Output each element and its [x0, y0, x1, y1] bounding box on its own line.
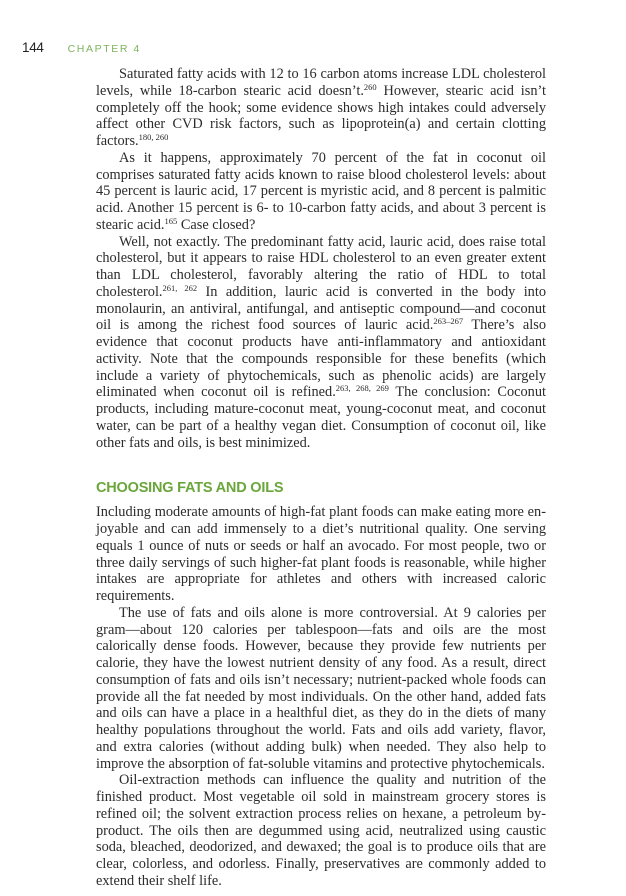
page-number: 144 [22, 40, 44, 55]
section-coconut-oil [96, 66, 546, 451]
citation-superscript: 260 [363, 81, 377, 92]
citation-superscript: 263, 268, 269 [335, 383, 389, 394]
paragraph: Saturated fatty acids with 12 to 16 carbon atoms increase LDL cholesterol levels, while 18-carbon stearic acid doesn’t.$^{260}$ However, stearic acid isn’t completely off the hook; some evidence shows high intakes could adversely affect other CVD risk factors, such as lipoprotein(a) and certain clotting factors.$^{180, 260}$ [96, 66, 546, 149]
section-heading: CHOOSING FATS AND OILS [96, 480, 284, 497]
paragraph: The use of fats and oils alone is more controversial. At 9 calories per gram—about 120 calories per tablespoon—fats and oils are the most calorically dense foods. However, because they provide few nutrients per calorie, they have the lowest nutrient density of any food. As a result, direct consumption of fats and oils isn’t necessary; nutrient-packed whole foods can provide all the fat needed by most individuals. On the other hand, added fats and oils can have a place in a healthful diet, as they do in the diets of many healthy populations throughout the world. Fats and oils add variety, flavor, and extra calories (without adding bulk) when needed. They also help to improve the absorption of fat-soluble vitamins and protective phytochemicals. [96, 604, 546, 772]
paragraph: Oil-extraction methods can influence the quality and nutrition of the finished product. Most vegetable oil sold in mainstream grocery stores is refined oil; the solvent extraction process relies on hexane, a petroleum by-product. The oils then are degummed using acid, neutralized using caustic soda, bleached, deodorized, and dewaxed; the goal is to produce oils that are clear, colorless, and odorless. Finally, preservatives are commonly added to extend their shelf life. [96, 772, 546, 889]
body-text-column [96, 66, 546, 890]
paragraph: As it happens, approximately 70 percent of the fat in coconut oil comprises saturated fatty acids known to raise blood cholesterol levels: about 45 percent is lauric acid, 17 percent is myristic acid, and 8 percent is palmitic acid. Another 15 percent is 6- to 10-carbon fatty acids, and about 3 percent is stearic acid.$^{165}$ Case closed? [96, 149, 546, 233]
section-choosing-fats [96, 504, 546, 889]
chapter-label: CHAPTER 4 [67, 43, 141, 55]
paragraph: Including moderate amounts of high-fat plant foods can make eating more enjoyable and can add immensely to a diet’s nutritional quality. One serving equals 1 ounce of nuts or seeds or half an avocado. For most people, two or three daily servings of such higher-fat plant foods is reasonable, while higher intakes are appropriate for athletes and others with increased caloric requirements. [96, 504, 546, 604]
paragraph: Well, not exactly. The predominant fatty acid, lauric acid, does raise total cholesterol, but it appears to raise HDL cholesterol to an even greater extent than LDL cholesterol, favorably altering the ratio of HDL to total cholesterol.$^{261, 262}$ In addition, lauric acid is converted in the body into monolaurin, an antiviral, antifungal, and antiseptic compound—and coconut oil is among the richest food sources of lauric acid.$^{263-267}$ There’s also evidence that coconut products have anti-inflammatory and antioxidant activity. Note that the compounds responsible for these benefits (which include a variety of phytochemicals, such as phenolic acids) are largely eliminated when coconut oil is refined.$^{263, 268, 269}$ The conclusion: Coconut products, including mature-coconut meat, young-coconut meat, and coconut water, can be part of a healthy vegan diet. Consumption of coconut oil, like other fats and oils, is best minimized. [96, 233, 547, 451]
running-head [22, 40, 141, 60]
citation-superscript: 261, 262 [162, 282, 198, 293]
citation-superscript: 165 [164, 215, 178, 226]
citation-superscript: 180, 260 [138, 132, 169, 142]
citation-superscript: 263–267 [433, 316, 464, 327]
